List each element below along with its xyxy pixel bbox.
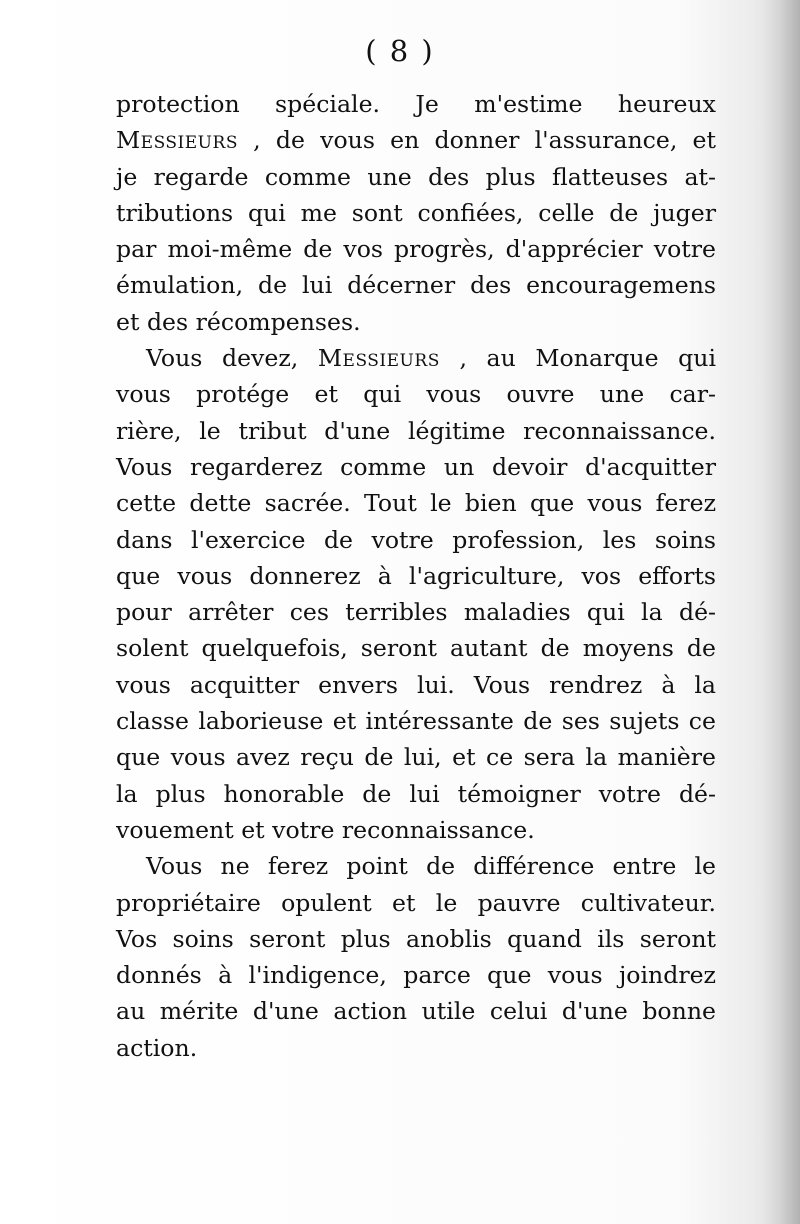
paragraph-1 <box>116 86 716 340</box>
text-line: Vos soins seront plus anoblis quand ils seront <box>116 924 716 953</box>
text-line: par moi-même de vos progrès, d'apprécier votre <box>116 235 716 264</box>
text-line: pour arrêter ces terribles maladies qui la dé- <box>116 598 716 627</box>
messieurs-small-caps: Messieurs <box>116 126 238 155</box>
messieurs-small-caps: Messieurs <box>317 344 440 373</box>
text-line: vouement et votre reconnaissance. <box>116 815 535 844</box>
text-line: que vous avez reçu de lui, et ce sera la manière <box>116 743 716 772</box>
text-line: classe laborieuse et intéressante de ses sujets ce <box>116 707 716 736</box>
text-line: Vous regarderez comme un devoir d'acquitter <box>116 452 716 481</box>
paragraph-3 <box>116 848 716 1066</box>
text-line: tributions qui me sont confiées, celle de juger <box>116 198 716 227</box>
text-line: action. <box>116 1033 198 1062</box>
text-line: rière, le tribut d'une légitime reconnaissance. <box>116 416 716 445</box>
text-line: au mérite d'une action utile celui d'une bonne <box>116 997 716 1026</box>
text-line: propriétaire opulent et le pauvre cultivateur. <box>116 888 716 917</box>
text-line: protection spéciale. Je m'estime heureux <box>116 90 716 118</box>
text-line: et des récompenses. <box>116 307 361 336</box>
text-line: émulation, de lui décerner des encouragemens <box>116 271 716 300</box>
text-line: dans l'exercice de votre profession, les soins <box>116 525 716 554</box>
text-line: la plus honorable de lui témoigner votre dé- <box>116 779 716 808</box>
body-text <box>116 86 716 1066</box>
text-line: je regarde comme une des plus flatteuses at- <box>116 162 716 191</box>
text-line: que vous donnerez à l'agriculture, vos efforts <box>116 561 716 590</box>
text-line: cette dette sacrée. Tout le bien que vous ferez <box>116 489 716 518</box>
page-edge-shadow <box>762 0 800 1224</box>
text-line: Vous devez, Messieurs , au Monarque qui <box>146 344 716 373</box>
text-line: vous protége et qui vous ouvre une car- <box>116 380 716 409</box>
text-line: donnés à l'indigence, parce que vous joindrez <box>116 961 716 990</box>
page-number: ( 8 ) <box>365 34 435 68</box>
paragraph-2 <box>116 340 716 848</box>
text-line: Vous ne ferez point de différence entre le <box>146 852 716 881</box>
text-line: solent quelquefois, seront autant de moyens de <box>116 634 716 663</box>
text-line: vous acquitter envers lui. Vous rendrez à la <box>116 670 716 699</box>
text-line: Messieurs , de vous en donner l'assurance, et <box>116 126 716 155</box>
